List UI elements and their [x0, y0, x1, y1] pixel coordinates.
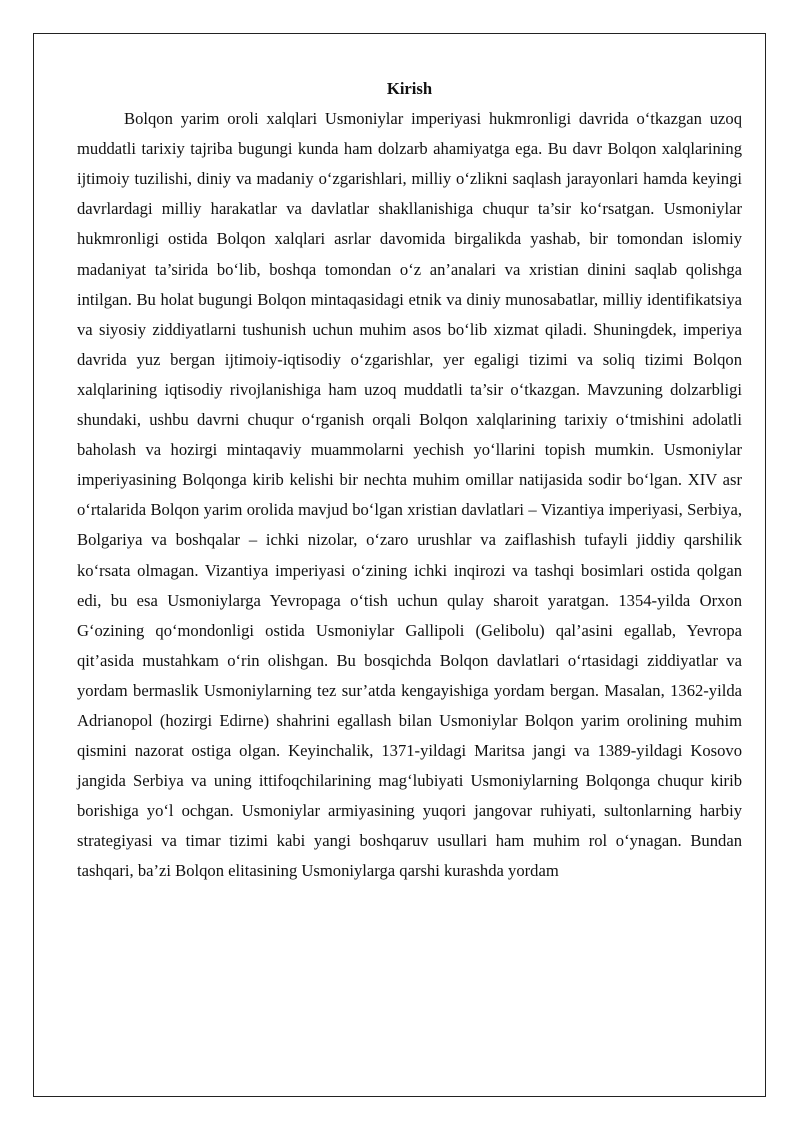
section-title: Kirish [386, 79, 433, 98]
document-body [77, 74, 742, 887]
body-paragraph: Bolqon yarim oroli xalqlari Usmoniylar imperiyasi hukmronligi davrida o‘tkazgan uzoq muddatli tarixiy tajriba bugungi kunda ham dolzarb ahamiyatga ega. Bu davr Bolqon xalqlarining ijtimoiy tuzilishi, diniy va madaniy o‘zgarishlari, milliy o‘zlikni saqlash jarayonlari hamda keyingi davrlardagi milliy harakatlar va davlatlar shakllanishiga chuqur ta’sir ko‘rsatgan. Usmoniylar hukmronligi ostida Bolqon xalqlari asrlar davomida birgalikda yashab, bir tomondan islomiy madaniyat ta’sirida bo‘lib, boshqa tomondan o‘z an’analari va xristian dinini saqlab qolishga intilgan. Bu holat bugungi Bolqon mintaqasidagi etnik va diniy munosabatlar, milliy identifikatsiya va siyosiy ziddiyatlarni tushunish uchun muhim asos bo‘lib xizmat qiladi. Shuningdek, imperiya davrida yuz bergan ijtimoiy-iqtisodiy o‘zgarishlar, yer egaligi tizimi va soliq tizimi Bolqon xalqlarining iqtisodiy rivojlanishiga ham uzoq muddatli ta’sir o‘tkazgan. Mavzuning dolzarbligi shundaki, ushbu davrni chuqur o‘rganish orqali Bolqon xalqlarining tarixiy o‘tmishini adolatli baholash va hozirgi mintaqaviy muammolarni yechish yo‘llarini topish mumkin. Usmoniylar imperiyasining Bolqonga kirib kelishi bir nechta muhim omillar natijasida sodir bo‘lgan. XIV asr o‘rtalarida Bolqon yarim orolida mavjud bo‘lgan xristian davlatlari – Vizantiya imperiyasi, Serbiya, Bolgariya va boshqalar – ichki nizolar, o‘zaro urushlar va zaiflashish tufayli jiddiy qarshilik ko‘rsata olmagan. Vizantiya imperiyasi o‘zining ichki inqirozi va tashqi bosimlari ostida qolgan edi, bu esa Usmoniylarga Yevropaga o‘tish uchun qulay sharoit yaratgan. 1354-yilda Orxon G‘ozining qo‘mondonligi ostida Usmoniylar Gallipoli (Gelibolu) qal’asini egallab, Yevropa qit’asida mustahkam o‘rin olishgan. Bu bosqichda Bolqon davlatlari o‘rtasidagi ziddiyatlar va yordam bermaslik Usmoniylarning tez sur’atda kengayishiga yordam bergan. Masalan, 1362-yilda Adrianopol (hozirgi Edirne) shahrini egallash bilan Usmoniylar Bolqon yarim orolining muhim qismini nazorat ostiga olgan. Keyinchalik, 1371-yildagi Maritsa jangi va 1389-yildagi Kosovo jangida Serbiya va uning ittifoqchilarining mag‘lubiyati Usmoniylarning Bolqonga chuqur kirib borishiga yo‘l ochgan. Usmoniylar armiyasining yuqori jangovar ruhiyati, sultonlarning harbiy strategiyasi va timar tizimi kabi yangi boshqaruv usullari ham muhim rol o‘ynagan. Bundan tashqari, ba’zi Bolqon elitasining Usmoniylarga qarshi kurashda yordam [77, 109, 742, 881]
